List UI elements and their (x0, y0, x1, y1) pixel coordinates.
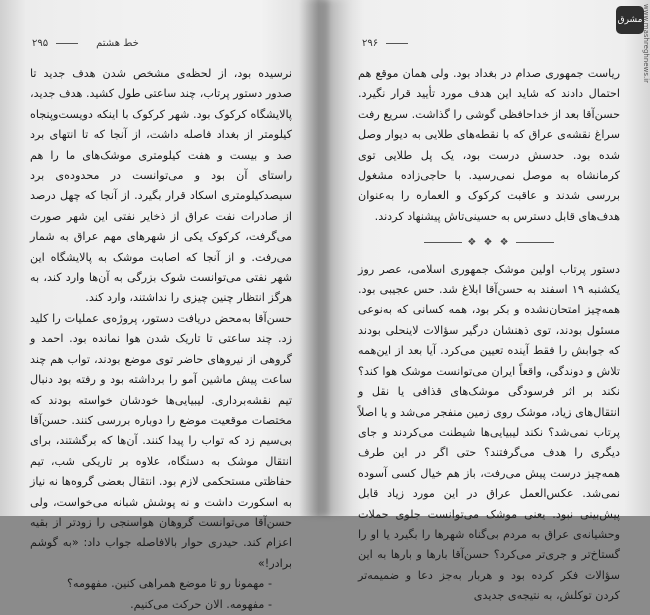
running-head: خط هشتم (96, 38, 139, 49)
ornament-glyphs: ❖ ❖ ❖ (467, 237, 511, 249)
left-page-number: ۲۹۵ (32, 38, 49, 49)
header-rule (56, 43, 78, 44)
right-page-body (358, 64, 620, 607)
ornament-bar (424, 242, 462, 243)
right-page (328, 0, 650, 603)
body-paragraph: ریاست جمهوری صدام در بغداد بود. ولی همان موقع هم احتمال دادند که شاید این هدف مورد تأیید قرار نگیرد. حسن‌آقا بعد از خداحافظی گوشی را گذاشت. سریع رفت سراغ نقشه‌ی عراق که با نقطه‌های طلایی به دیوار وصل شده بود. حدسش درست بود، یک پل طلایی توی کرمانشاه به موصل نمی‌رسید. با حاجی‌زاده مشغول بررسی شدند و عاقبت کرکوک و العماره را به‌عنوان هدف‌های قابل دسترس به حسینی‌تاش پیشنهاد کردند. (358, 67, 620, 223)
dialogue-line: - مهمونا رو تا موضع همراهی کنین. مفهومه؟ (67, 577, 272, 591)
body-paragraph: نرسیده بود، از لحظه‌ی مشخص شدن هدف جدید تا صدور دستور پرتاب، چند ساعتی طول کشید. هدف جدید، پالایشگاه کرکوک بود. شهر کرکوک با اینکه دویست‌وپنجاه کیلومتر از بغداد فاصله داشت، از آنجا که تا انتهای برد صد و بیست و هفت کیلومتری موشک‌های ما را هم راستای آن بود و می‌توانست در محدوده‌ی برد سیصدکیلومتری اسکاد قرار بگیرد. از آنجا که چهل درصد از صادرات نفت عراق از ذخایر نفتی این شهر صورت می‌گرفت، کرکوک یکی از شهرهای مهم عراق به شمار می‌رفت. و از آنجا که اصابت موشک به پالایشگاه این شهر نفتی می‌توانست شوک بزرگی به آن‌ها وارد کند، به‌ هرگز انتظار چنین چیزی را نداشتند، وارد کند. (30, 67, 292, 305)
left-page (0, 0, 322, 611)
body-paragraph: حسن‌آقا به‌محض دریافت دستور، پروژه‌ی عملیات را کلید زد. چند ساعتی تا تاریک شدن هوا نمانده بود. احمد و گروهی از نیروهای حاضر توی موضع بودند، تواب هم چند ساعت پیش ماشین آمو را برداشته بود و رفته بود دنبال تیم نقشه‌برداری. لیبیایی‌ها خودشان خواسته بودند که مختصات موقعیت موضع را دوباره بررسی کنند. حسن‌آقا بی‌سیم زد که تواب را پیدا کنند. آن‌ها که برگشتند، برای انتقال موشک به دستگاه، علاوه بر تاریکی شب، تیم حفاظتی مستحکمی لازم بود. انتقال بعضی گروه‌ها نه نیاز به اسکورت داشت و نه پوشش شبانه می‌خواست، ولی حسن‌آقا می‌توانست گروهان هواسنجی را زودتر از بقیه اعزام کند. حیدری حوار بالافاصله جواب داد: «به گوشم برادر!» (30, 311, 292, 570)
watermark-label: مشرق (617, 15, 643, 25)
right-page-number: ۲۹۶ (362, 38, 379, 49)
body-paragraph: دستور پرتاب اولین موشک جمهوری اسلامی، عصر روز یکشنبه ۱۹ اسفند به حسن‌آقا ابلاغ شد. حس عجیبی بود. همه‌چیز امتحان‌نشده و بکر بود، همه کسانی که به‌نوعی مسئول بودند، توی ذهنشان درگیر سؤالات لاینحلی بودند که جوابش را فقط آینده تعیین می‌کرد. آیا بعد از این‌همه تلاش و دوندگی، واقعاً ایران می‌توانست موشک هوا کند؟ نکند بر اثر فرسودگی موشک‌های قذافی یا نقل و انتقال‌های زیاد، موشک روی زمین منفجر می‌شد و یا اصلاً پرتاب نمی‌شد؟ نکند لیبیایی‌ها شیطنت می‌کردند و جای دیگری را هدف می‌گرفتند؟ حتی اگر در این طرف همه‌چیز درست پیش می‌رفت، باز هم خیال کسی آسوده نمی‌شد. عکس‌العمل عراق در این مورد زیاد قابل پیش‌بینی نبود. یعنی موشک می‌توانست جلوی حملات وحشیانه‌ی عراق به مردم بی‌گناه شهرها را بگیرد یا او را گستاخ‌تر و جری‌تر می‌کرد؟ حسن‌آقا بارها و بارها به این سؤالات فکر کرده بود و هربار به‌جز دعا و ضمیمه‌تر کردن توکلش، به نتیجه‌ی جدیدی (358, 262, 620, 603)
dialogue-line: - مفهومه. الان حرکت می‌کنیم. (130, 597, 272, 611)
left-page-body (30, 64, 292, 615)
section-ornament (358, 233, 620, 253)
left-page-header (32, 38, 139, 49)
header-rule (386, 43, 408, 44)
right-page-header (362, 38, 408, 49)
ornament-bar (516, 242, 554, 243)
watermark-url: www.mashreghnews.ir (642, 4, 650, 84)
